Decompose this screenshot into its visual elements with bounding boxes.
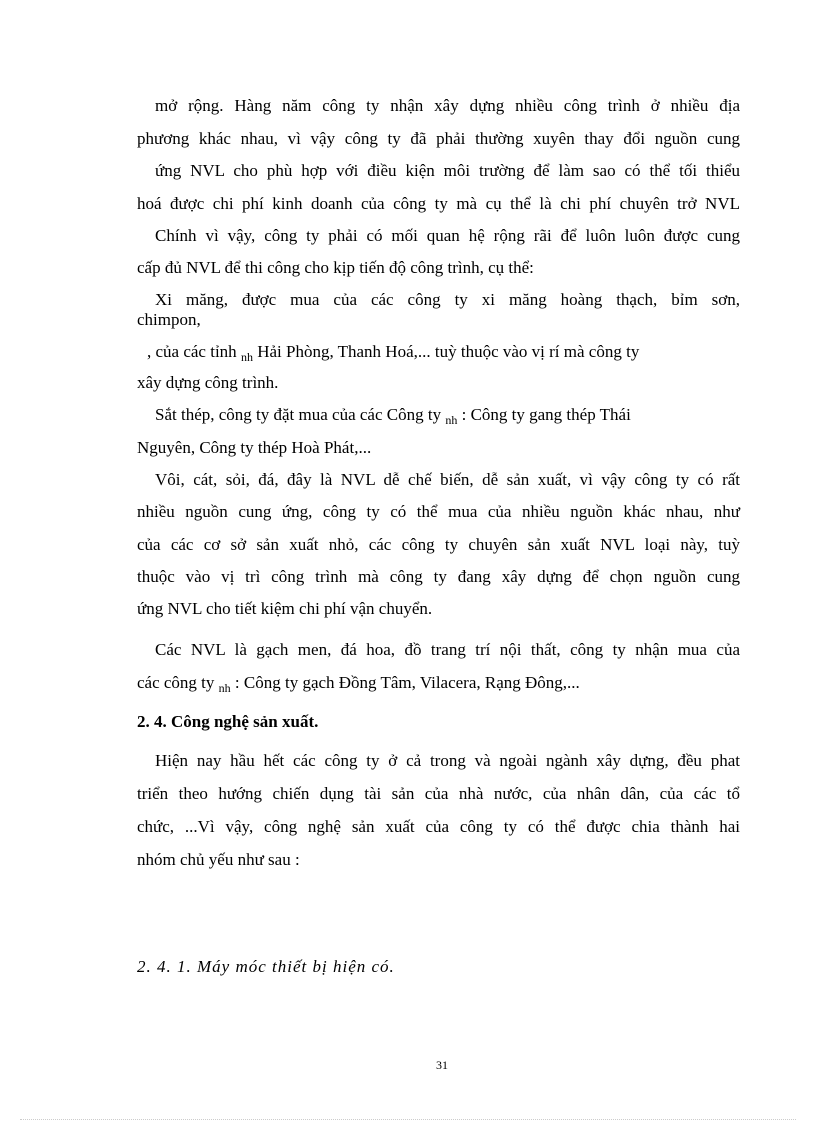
paragraph-line: Hiện nay hầu hết các công ty ở cả trong và ngoài ngành xây dựng, đều phat xyxy=(155,751,740,770)
paragraph-line: cấp đủ NVL để thi công cho kịp tiến độ công trình, cụ thể: xyxy=(137,258,534,277)
line-text: Sắt thép, công ty đặt mua của các Công ty xyxy=(155,405,442,424)
line-text: : Công ty gạch Đồng Tâm, Vilacera, Rạng Đông,... xyxy=(234,673,580,692)
subscript-nh: nh xyxy=(445,413,458,427)
paragraph-line: xây dựng công trình. xyxy=(137,373,279,392)
section-heading: 2. 4. Công nghệ sản xuất. xyxy=(137,712,319,731)
paragraph-line: ứng NVL cho phù hợp với điều kiện môi trường để làm sao có thể tối thiểu xyxy=(155,161,740,180)
subsection-heading: 2. 4. 1. Máy móc thiết bị hiện có. xyxy=(137,957,395,976)
paragraph-line: của các cơ sở sản xuất nhỏ, các công ty chuyên sản xuất NVL loại này, tuỳ xyxy=(137,535,740,554)
line-text: Hải Phòng, Thanh Hoá,... tuỳ thuộc vào vị rí mà công ty xyxy=(257,342,640,361)
subscript-nh: nh xyxy=(240,350,253,364)
paragraph-line: Xi măng, được mua của các công ty xi măng hoàng thạch, bỉm sơn, xyxy=(155,290,740,309)
paragraph-line xyxy=(137,673,580,694)
line-text: , của các tỉnh xyxy=(147,342,237,361)
paragraph-line: chức, ...Vì vậy, công nghệ sản xuất của công ty có thể được chia thành hai xyxy=(137,817,740,836)
paragraph-line: Chính vì vậy, công ty phải có mối quan hệ rộng rãi để luôn luôn được cung xyxy=(155,226,740,245)
paragraph-line: mở rộng. Hàng năm công ty nhận xây dựng nhiều công trình ở nhiều địa xyxy=(155,96,740,115)
line-text: các công ty xyxy=(137,673,215,692)
paragraph-line: chimpon, xyxy=(137,310,201,329)
paragraph-line: Vôi, cát, sỏi, đá, đây là NVL dễ chế biến, dễ sản xuất, vì vậy công ty có rất xyxy=(155,470,740,489)
page-divider xyxy=(20,1119,796,1120)
paragraph-line: Nguyên, Công ty thép Hoà Phát,... xyxy=(137,438,372,457)
paragraph-line: hoá được chi phí kinh doanh của công ty mà cụ thể là chi phí chuyên trở NVL xyxy=(137,194,740,213)
page-number: 31 xyxy=(436,1058,448,1072)
paragraph-line: thuộc vào vị trì công trình mà công ty đang xây dựng để chọn nguồn cung xyxy=(137,567,740,586)
subscript-nh: nh xyxy=(218,681,231,695)
paragraph-line: triển theo hướng chiến dụng tài sản của nhà nước, của nhân dân, của các tổ xyxy=(137,784,740,803)
paragraph-line: nhóm chủ yếu như sau : xyxy=(137,850,300,869)
paragraph-line: ứng NVL cho tiết kiệm chi phí vận chuyển. xyxy=(137,599,433,618)
paragraph-line xyxy=(147,342,639,363)
paragraph-line: phương khác nhau, vì vậy công ty đã phải thường xuyên thay đổi nguồn cung xyxy=(137,129,740,148)
paragraph-line xyxy=(155,405,631,426)
paragraph-line: Các NVL là gạch men, đá hoa, đồ trang trí nội thất, công ty nhận mua của xyxy=(155,640,740,659)
line-text: : Công ty gang thép Thái xyxy=(461,405,631,424)
paragraph-line: nhiều nguồn cung ứng, công ty có thể mua của nhiều nguồn khác nhau, như xyxy=(137,502,740,521)
